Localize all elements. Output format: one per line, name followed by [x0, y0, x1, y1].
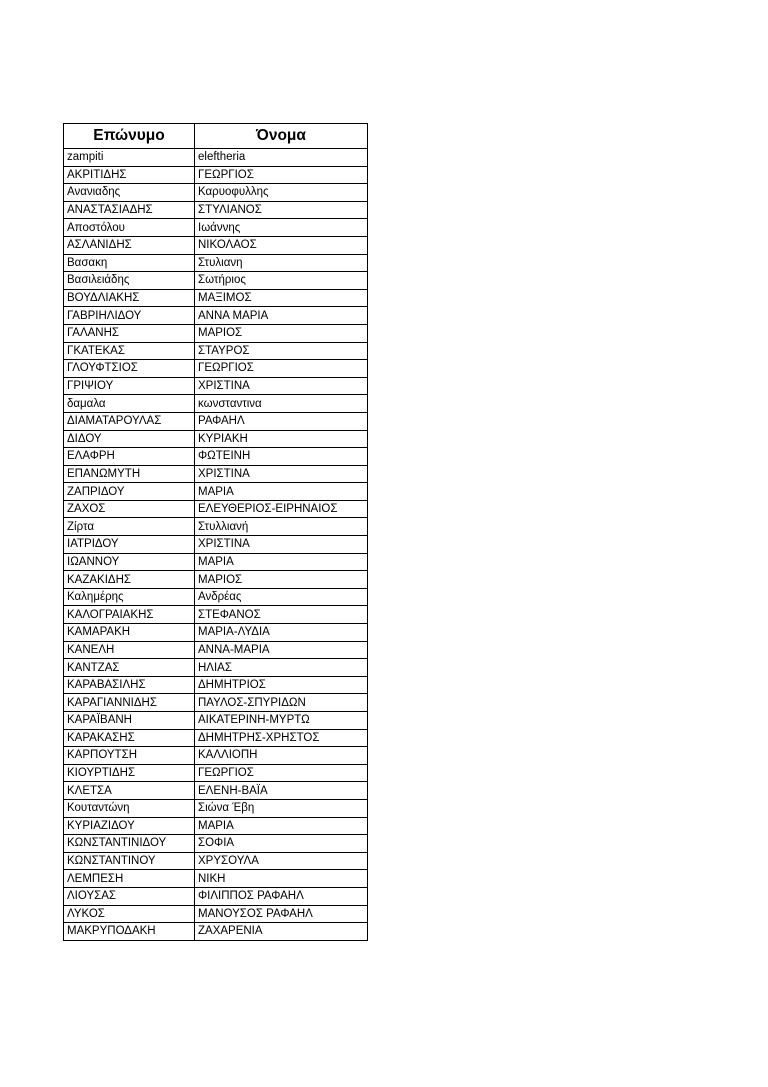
firstname-cell: ΝΙΚΟΛΑΟΣ [195, 236, 368, 254]
firstname-cell: ΜΑΡΙΑ [195, 553, 368, 571]
table-row [64, 852, 368, 870]
table-row [64, 430, 368, 448]
firstname-cell: ΔΗΜΗΤΡΗΣ-ΧΡΗΣΤΟΣ [195, 729, 368, 747]
table-row [64, 712, 368, 730]
surname-cell: ΚΑΡΑΚΑΣΗΣ [64, 729, 195, 747]
firstname-cell: Καρυοφυλλης [195, 184, 368, 202]
table-row [64, 641, 368, 659]
firstname-cell: ΓΕΩΡΓΙΟΣ [195, 764, 368, 782]
firstname-cell: ΜΑΡΙΟΣ [195, 571, 368, 589]
surname-cell: ΛΕΜΠΕΣΗ [64, 870, 195, 888]
firstname-cell: ΜΑΝΟΥΣΟΣ ΡΑΦΑΗΛ [195, 905, 368, 923]
surname-cell: ΓΚΑΤΕΚΑΣ [64, 342, 195, 360]
table-row [64, 272, 368, 290]
table-row [64, 694, 368, 712]
surname-cell: Ζίρτα [64, 518, 195, 536]
firstname-cell: ΣΤΥΛΙΑΝΟΣ [195, 201, 368, 219]
table-row [64, 606, 368, 624]
table-row [64, 870, 368, 888]
surname-cell: ΖΑΠΡΙΔΟΥ [64, 483, 195, 501]
firstname-cell: ΑΝΝΑ ΜΑΡΙΑ [195, 307, 368, 325]
surname-cell: ΚΩΝΣΤΑΝΤΙΝΟΥ [64, 852, 195, 870]
surname-cell: ΑΝΑΣΤΑΣΙΑΔΗΣ [64, 201, 195, 219]
firstname-cell: ΗΛΙΑΣ [195, 659, 368, 677]
firstname-cell: ΜΑΞΙΜΟΣ [195, 289, 368, 307]
table-row [64, 817, 368, 835]
surname-cell: ΚΑΡΑΓΙΑΝΝΙΔΗΣ [64, 694, 195, 712]
surname-cell: ΚΑΡΠΟΥΤΣΗ [64, 747, 195, 765]
firstname-cell: ΝΙΚΗ [195, 870, 368, 888]
surname-cell: ΓΛΟΥΦΤΣΙΟΣ [64, 360, 195, 378]
table-row [64, 149, 368, 167]
table-row [64, 905, 368, 923]
surname-cell: ΚΑΝΕΛΗ [64, 641, 195, 659]
name-list-sheet [63, 123, 367, 941]
firstname-cell: ΡΑΦΑΗΛ [195, 412, 368, 430]
table-row [64, 412, 368, 430]
firstname-cell: Ιωάννης [195, 219, 368, 237]
firstname-cell: ΦΙΛΙΠΠΟΣ ΡΑΦΑΗΛ [195, 887, 368, 905]
surname-cell: ΚΥΡΙΑΖΙΔΟΥ [64, 817, 195, 835]
firstname-cell: ΧΡΥΣΟΥΛΑ [195, 852, 368, 870]
firstname-column-header: Όνομα [195, 124, 368, 149]
surname-cell: Βασιλειάδης [64, 272, 195, 290]
firstname-cell: Ανδρέας [195, 588, 368, 606]
table-row [64, 887, 368, 905]
surname-cell: Καλημέρης [64, 588, 195, 606]
surname-cell: ΙΩΑΝΝΟΥ [64, 553, 195, 571]
surname-cell: ΔΙΔΟΥ [64, 430, 195, 448]
table-row [64, 624, 368, 642]
table-row [64, 448, 368, 466]
firstname-cell: ΔΗΜΗΤΡΙΟΣ [195, 676, 368, 694]
table-row [64, 799, 368, 817]
firstname-cell: ΚΥΡΙΑΚΗ [195, 430, 368, 448]
table-row [64, 676, 368, 694]
firstname-cell: eleftheria [195, 149, 368, 167]
firstname-cell: ΜΑΡΙΑ-ΛΥΔΙΑ [195, 624, 368, 642]
surname-cell: ΚΑΖΑΚΙΔΗΣ [64, 571, 195, 589]
surname-cell: ΓΑΛΑΝΗΣ [64, 324, 195, 342]
surname-cell: ΚΙΟΥΡΤΙΔΗΣ [64, 764, 195, 782]
surname-cell: ΚΑΡΑΪΒΑΝΗ [64, 712, 195, 730]
firstname-cell: ΕΛΕΥΘΕΡΙΟΣ-ΕΙΡΗΝΑΙΟΣ [195, 500, 368, 518]
firstname-cell: ΦΩΤΕΙΝΗ [195, 448, 368, 466]
table-row [64, 166, 368, 184]
header-row [64, 124, 368, 149]
firstname-cell: ΜΑΡΙΟΣ [195, 324, 368, 342]
surname-cell: zampiti [64, 149, 195, 167]
table-row [64, 307, 368, 325]
surname-cell: ΓΑΒΡΙΗΛΙΔΟΥ [64, 307, 195, 325]
table-row [64, 588, 368, 606]
firstname-cell: ΣΤΕΦΑΝΟΣ [195, 606, 368, 624]
surname-cell: Βασακη [64, 254, 195, 272]
surname-cell: ΚΑΛΟΓΡΑΙΑΚΗΣ [64, 606, 195, 624]
surname-cell: ΖΑΧΟΣ [64, 500, 195, 518]
surname-cell: ΚΑΜΑΡΑΚΗ [64, 624, 195, 642]
table-row [64, 465, 368, 483]
table-row [64, 571, 368, 589]
table-row [64, 553, 368, 571]
surname-cell: ΕΠΑΝΩΜΥΤΗ [64, 465, 195, 483]
surname-cell: ΓΡΙΨΙΟΥ [64, 377, 195, 395]
surname-cell: ΚΑΝΤΖΑΣ [64, 659, 195, 677]
table-row [64, 377, 368, 395]
surname-cell: ΔΙΑΜΑΤΑΡΟΥΛΑΣ [64, 412, 195, 430]
table-row [64, 254, 368, 272]
surname-cell: ΑΣΛΑΝΙΔΗΣ [64, 236, 195, 254]
table-row [64, 782, 368, 800]
firstname-cell: ΣΟΦΙΑ [195, 835, 368, 853]
firstname-cell: ΚΑΛΛΙΟΠΗ [195, 747, 368, 765]
table-row [64, 835, 368, 853]
firstname-cell: ΧΡΙΣΤΙΝΑ [195, 536, 368, 554]
surname-cell: ΚΛΕΤΣΑ [64, 782, 195, 800]
surname-cell: Ανανιαδης [64, 184, 195, 202]
table-row [64, 747, 368, 765]
surname-cell: ΙΑΤΡΙΔΟΥ [64, 536, 195, 554]
firstname-cell: Σιώνα Έβη [195, 799, 368, 817]
table-row [64, 360, 368, 378]
table-row [64, 764, 368, 782]
surname-column-header: Επώνυμο [64, 124, 195, 149]
firstname-cell: ΠΑΥΛΟΣ-ΣΠΥΡΙΔΩΝ [195, 694, 368, 712]
surname-cell: Αποστόλου [64, 219, 195, 237]
firstname-cell: ΓΕΩΡΓΙΟΣ [195, 166, 368, 184]
firstname-cell: ΜΑΡΙΑ [195, 483, 368, 501]
firstname-cell: κωνσταντινα [195, 395, 368, 413]
surname-cell: ΚΑΡΑΒΑΣΙΛΗΣ [64, 676, 195, 694]
firstname-cell: ΜΑΡΙΑ [195, 817, 368, 835]
table-row [64, 536, 368, 554]
surname-cell: ΛΙΟΥΣΑΣ [64, 887, 195, 905]
surname-cell: ΚΩΝΣΤΑΝΤΙΝΙΔΟΥ [64, 835, 195, 853]
firstname-cell: ΑΝΝΑ-ΜΑΡΙΑ [195, 641, 368, 659]
table-row [64, 500, 368, 518]
firstname-cell: Στυλλιανή [195, 518, 368, 536]
table-row [64, 289, 368, 307]
firstname-cell: ΣΤΑΥΡΟΣ [195, 342, 368, 360]
surname-cell: ΒΟΥΔΛΙΑΚΗΣ [64, 289, 195, 307]
table-row [64, 201, 368, 219]
firstname-cell: Στυλιανη [195, 254, 368, 272]
table-row [64, 395, 368, 413]
firstname-cell: Σωτήριος [195, 272, 368, 290]
surname-cell: δαμαλα [64, 395, 195, 413]
firstname-cell: ΧΡΙΣΤΙΝΑ [195, 377, 368, 395]
firstname-cell: ΓΕΩΡΓΙΟΣ [195, 360, 368, 378]
table-row [64, 342, 368, 360]
surname-cell: ΛΥΚΟΣ [64, 905, 195, 923]
table-row [64, 483, 368, 501]
table-row [64, 236, 368, 254]
surname-cell: Κουταντώνη [64, 799, 195, 817]
table-row [64, 923, 368, 941]
surname-cell: ΑΚΡΙΤΙΔΗΣ [64, 166, 195, 184]
names-table [63, 123, 368, 941]
firstname-cell: ΑΙΚΑΤΕΡΙΝΗ-ΜΥΡΤΩ [195, 712, 368, 730]
table-row [64, 518, 368, 536]
table-row [64, 219, 368, 237]
table-row [64, 659, 368, 677]
firstname-cell: ΖΑΧΑΡΕΝΙΑ [195, 923, 368, 941]
table-row [64, 184, 368, 202]
firstname-cell: ΕΛΕΝΗ-ΒΑΪΑ [195, 782, 368, 800]
table-row [64, 729, 368, 747]
table-body [64, 149, 368, 941]
surname-cell: ΜΑΚΡΥΠΟΔΑΚΗ [64, 923, 195, 941]
table-row [64, 324, 368, 342]
firstname-cell: ΧΡΙΣΤΙΝΑ [195, 465, 368, 483]
surname-cell: ΕΛΑΦΡΗ [64, 448, 195, 466]
